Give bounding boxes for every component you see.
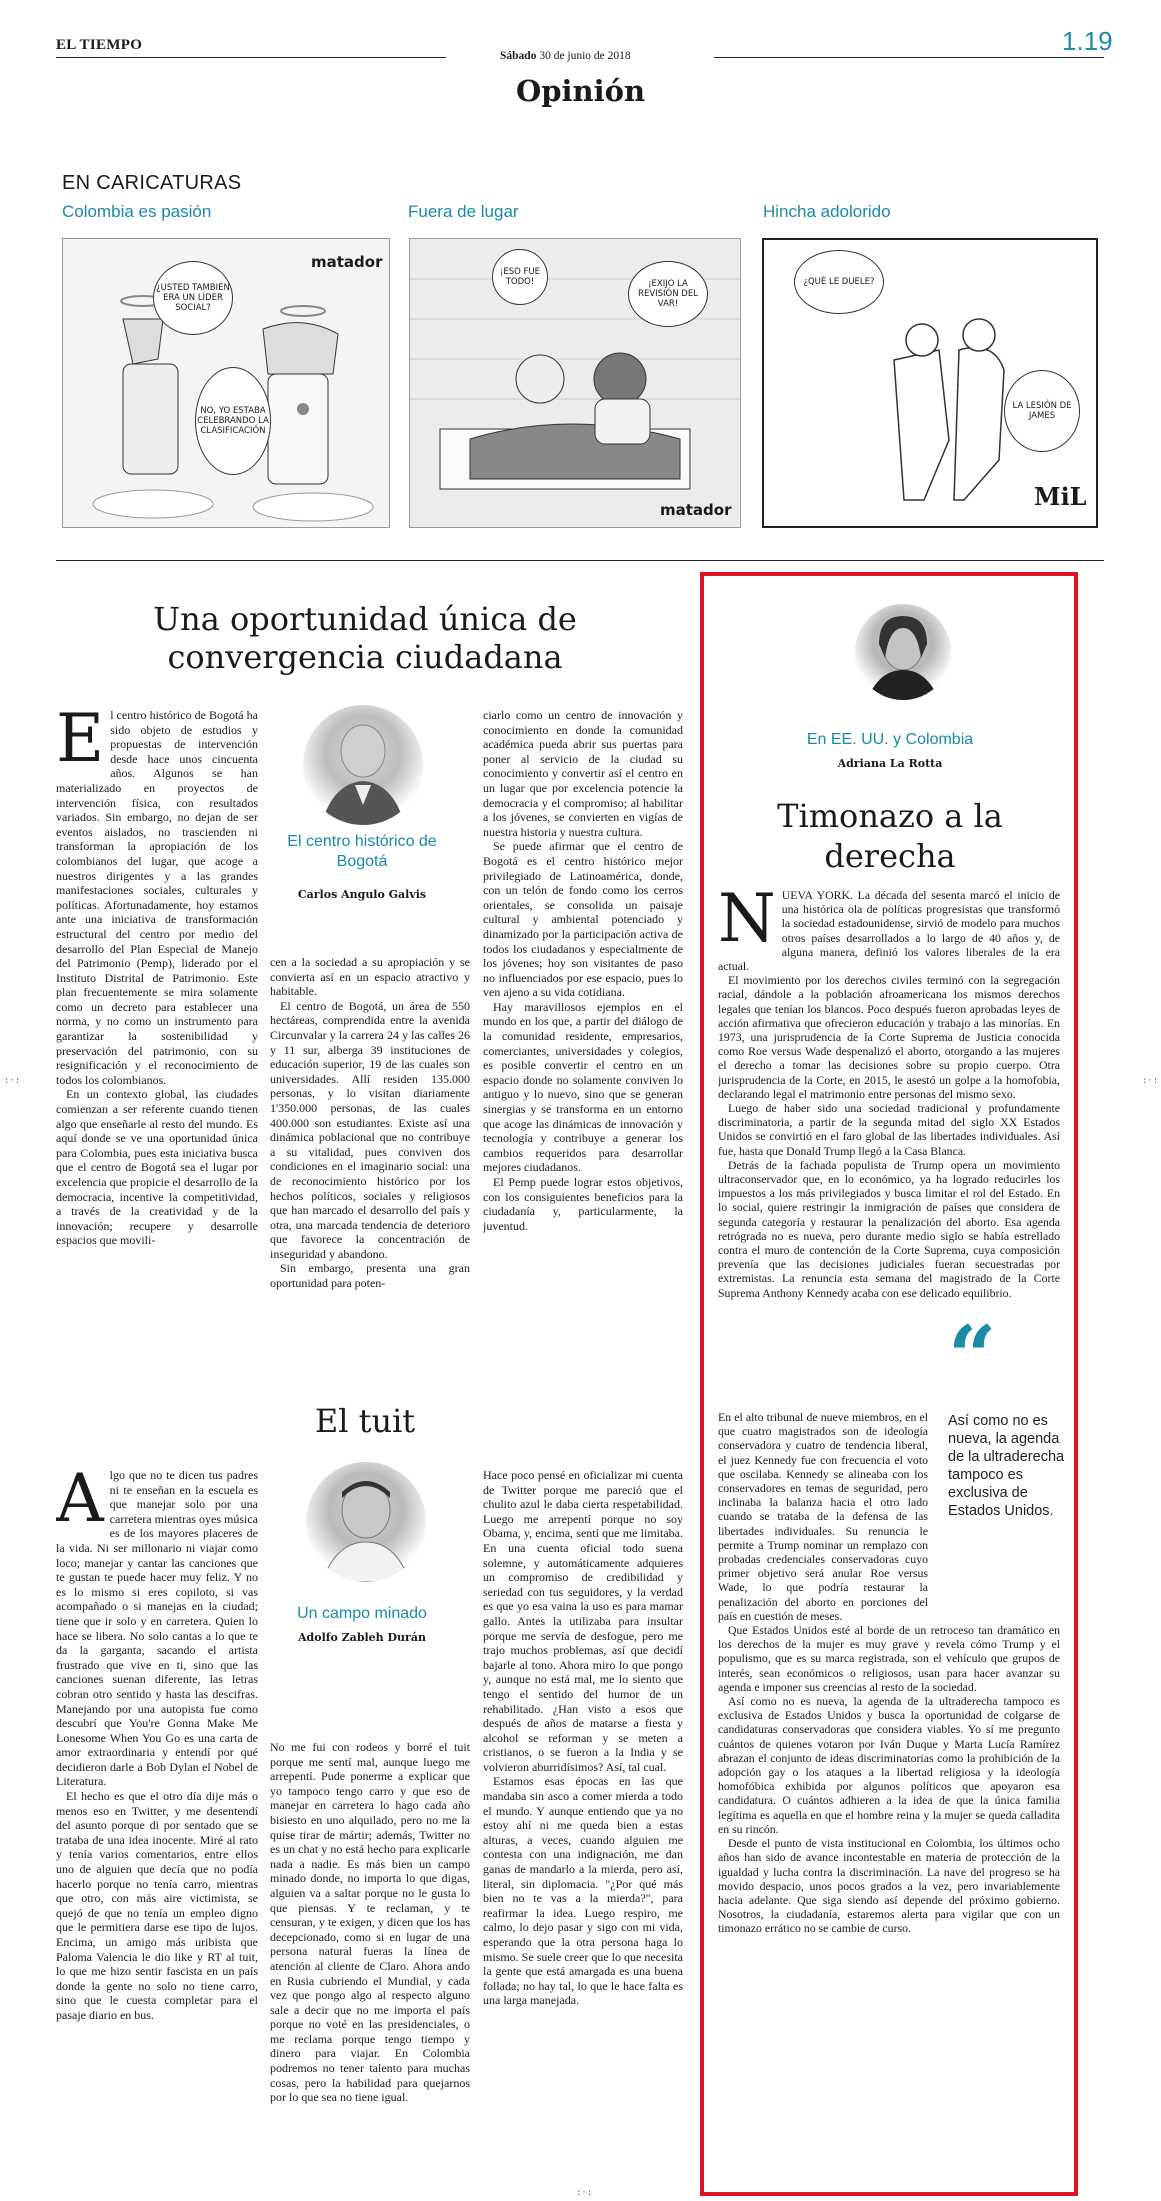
main-col-3-p2: Se puede afirmar que el centro de Bogotá es el centro histórico mejor privilegiado de Latinoamérica, donde, con un telón de fondo como los cerros orientales, se consolida un paisaje cultural y ambiental potenciado y dinamizado por la participación activa de todos los ciudadanos y especialmente de los jóvenes; hoy son visitantes de paso no influenciados por ese espacio, pues lo ven ajeno a su vida cotidiana. <box>483 839 683 1000</box>
sidebar-author-photo-drawing <box>855 604 951 700</box>
cartoon-2-signature: matador <box>660 501 732 519</box>
sidebar-author-photo <box>855 604 951 700</box>
tuit-author-photo-drawing <box>306 1462 426 1582</box>
sidebar-p8: Desde el punto de vista institucional en Colombia, los últimos ocho años han sido de avance incontestable en materia de protección de la igualdad y lucha contra la discriminación. La nave del progreso se ha movido despacio, unos pocos grados a la vez, pero invariablemente hacia adelante. Que siga siendo así depende del próximo gobierno. Nosotros, la ciudadanía, estaremos alerta para vigilar que con un timonazo errático no se cambie de curso. <box>718 1836 1060 1936</box>
sidebar-p6: Que Estados Unidos esté al borde de un retroceso tan dramático en los derechos de la mujer es muy grave y revela cómo Trump y el populismo, que es su marca registrada, son el vehículo que grupos de interés, sean económicos o religiosos, usan para hacer avanzar su agenda e imponer sus creencias al resto de la sociedad. <box>718 1623 1060 1694</box>
sidebar-p1-text: La década del sesenta marcó el inicio de una histórica ola de políticas progresistas que transformó la sociedad estadounidense, sirvió de modelo para muchos otros países desarrollados a lo largo de 40 años y, de alguna manera, definió los valores liberales de la era actual. <box>718 888 1060 974</box>
cartoon-2-bubble-1: ¡ESO FUE TODO! <box>492 249 548 305</box>
main-col-2-p2: El centro de Bogotá, un área de 550 hectáreas, comprendida entre la avenida Circunvalar y la carrera 24 y las calles 26 y 11 sur, alberga 39 instituciones de educación superior, 19 de las cuales son universidades. Allí residen 135.000 personas, y lo visitan diariamente 1'350.000 personas, de las cuales 400.000 son estudiantes. Existe así una dinámica poblacional que no contribuye a su vitalidad, pues conviven dos condiciones en el imaginario social: una de reconocimiento histórico por los hechos políticos, sociales y religiosos que han marcado el desarrollo del país y otra, una marcada tendencia de deterioro que favorece la concentración de inseguridad y abandono. <box>270 998 470 1261</box>
crop-mark-bottom: :·: <box>576 2188 593 2198</box>
tuit-headline: El tuit <box>314 1402 416 1440</box>
tuit-author-photo <box>306 1462 426 1582</box>
main-drop-cap: E <box>56 708 105 777</box>
sidebar-lead-caps: UEVA YORK. <box>781 888 853 902</box>
cartoon-3-bubble-2: LA LESIÓN DE JAMES <box>1004 370 1080 452</box>
main-col-3-p1: ciarlo como un centro de innovación y conocimiento en donde la comunidad académica pueda abrir sus puertas para poner al servicio de la ciudad su conocimiento y convertir así el centro en un lugar que por excelencia potencie la democracia y el compromiso; al habilitar a los jóvenes, se convierten en vigías de nuestra historia y nuestra cultura. <box>483 708 683 839</box>
main-headline: Una oportunidad única de convergencia ciudadana <box>153 600 577 676</box>
cartoon-2-bubble-2: ¡EXIJO LA REVISIÓN DEL VAR! <box>628 261 708 327</box>
main-col-1-p1 <box>56 708 258 1087</box>
cartoons-kicker: EN CARICATURAS <box>62 172 242 194</box>
cartoons-bottom-rule <box>56 560 1104 561</box>
cartoon-title-1: Colombia es pasión <box>62 202 212 221</box>
section-title: Opinión <box>515 74 646 108</box>
sidebar-column-title: En EE. UU. y Colombia <box>806 731 974 748</box>
main-col-3 <box>483 708 683 1398</box>
tuit-col-3-p2: Estamos esas épocas en las que mandaba sin asco a comer mierda a todo el mundo. Y aunque entiendo que ya no estoy ahí ni me queda bien a estas alturas, a veces, cuando alguien me contesta con una indignación, me dan ganas de mandarlo a la mierda, pero así, literal, sin diplomacia. "¿Por qué más bien no te vas a la mierda?", para reafirmar la idea. Luego respiro, me calmo, lo dejo pasar y sigo con mi vida, esperando que la otra persona haga lo mismo. Se suele creer que lo que necesita la gente que está amargada es una buena follada; no hay tal, lo que le hace falta es una larga manejada. <box>483 1774 683 2008</box>
tuit-author: Adolfo Zableh Durán <box>298 1631 426 1644</box>
tuit-col-1-p2: El hecho es que el otro día dije más o menos eso en Twitter, y me desentendí del asunto porque di por sentado que se trataba de una idea inocente. Miré al rato y tenía varios comentarios, entre ellos uno de alguien que decía que no podía hacerlo porque no tenía carro, mientras que otro, con más aire victimista, se quejó de que no tenía un empleo digno que le permitiera darse ese tipo de lujos. Encima, un amigo más uribista que Paloma Valencia le dio like y RT al tuit, lo que me hizo sentir fascista en un país donde la gente no solo no tiene carro, sino que le cuesta completar para el pasaje diario en bus. <box>56 1789 258 2022</box>
main-col-2-p1: cen a la sociedad a su apropiación y se convierta así en un espacio atractivo y habitable. <box>270 955 470 999</box>
tuit-col-1-p1-text: lgo que no te dicen tus padres ni te enseñan en la escuela es que manejar solo por una carretera mientras oyes música es de los mayores placeres de la vida. Ni ser millonario ni viajar como loco; manejar y cantar las canciones que te gustan te puede hacer muy feliz. Y no es lo mismo si eres copiloto, si vas acompañado o si manejas en la ciudad; tiene que ir solo y en carretera. Quien lo hace se libera. No solo cantas a lo que te da la garganta, sacando el artista frustrado que vive en ti, sino que las canciones suenan diferente, las letras cobran otro sentido y hasta las descifras. Manejando por una autopista fue como descubrí que You're Gonna Make Me Lonesome When You Go es una carta de amor extraordinaria y entendí por qué decidieron darle a Bob Dylan el Nobel de Literatura. <box>56 1468 258 1789</box>
cartoon-title-2: Fuera de lugar <box>408 202 519 221</box>
sidebar-p5: En el alto tribunal de nueve miembros, en el que cuatro magistrados son de ideología conservadora y cuatro de tendencia liberal, el juez Kennedy fue con frecuencia el voto que oscilaba. Kennedy se alineaba con los conservadores en temas de seguridad, pero inclinaba la balanza hacia el otro lado cuando se trataba de la defensa de las libertades individuales. Su renuncia le permite a Trump nominar un remplazo con probadas credenciales conservadoras cuyo primer objetivo será anular Roe versus Wade, lo que podría restaurar la penalización del aborto en porciones del país en cuestión de meses. <box>718 1410 928 1623</box>
cartoon-hincha-adolorido <box>762 238 1098 528</box>
header-rule-left <box>56 57 446 58</box>
sidebar-p3: Luego de haber sido una sociedad tradicional y profundamente discriminatoria, a partir de la segunda mitad del siglo XX Estados Unidos se convirtió en el faro global de las libertades individuales. Así fue, hasta que Donald Trump llegó a la Casa Blanca. <box>718 1101 1060 1158</box>
page-number-section: 1 <box>1062 26 1077 56</box>
sidebar-p2: El movimiento por los derechos civiles terminó con la segregación racial, dándole a la población afroamericana los mismos derechos legales que tenían los blancos. Poco después fueron aprobadas leyes de acción afirmativa que ofrecieron educación y trabajo a las minorías. En 1973, una jurisprudencia de la Corte Suprema de Justicia conocida como Roe versus Wade despenalizó el aborto, otorgando a las mujeres el derecho a tomar las decisiones sobre su propio cuerpo. Otra jurisprudencia de la Corte, en 2015, le asestó un golpe a la homofobia, declarando legal el matrimonio entre personas del mismo sexo. <box>718 973 1060 1101</box>
pull-quote: Así como no es nueva, la agenda de la ultraderecha tampoco es exclusiva de Estados Unidos. <box>948 1413 1065 1519</box>
cartoon-3-signature: MiL <box>1034 482 1087 511</box>
sidebar-p7: Así como no es nueva, la agenda de la ultraderecha tampoco es exclusiva de Estados Unidos y busca la oportunidad de colgarse de candidaturas conservadoras que considera viables. Yo sí me pregunto cuántos de quienes votaron por Iván Duque y Marta Lucía Ramírez abrazan el conjunto de ideas discriminatorias como la prohibición de la adopción gay o los ataques a la libertad religiosa y la ideología homofóbica exhibida por algunos políticos que apoyaron esa candidatura. O cuántos adhieren a la idea de que la única familia legítima es aquella en que el hombre reina y la mujer se queda calladita en su rincón. <box>718 1694 1060 1836</box>
main-author-photo-drawing <box>303 705 423 825</box>
tuit-col-3-p1: Hace poco pensé en oficializar mi cuenta de Twitter porque me pareció que el chulito azul le daba cierta respetabilidad. Luego me arrepentí porque no soy Obama, y, encima, sentí que me limitaba. En una cuenta oficial todo suena solemne, y automáticamente adquieres un compromiso de credibilidad y seriedad con tus seguidores, y la verdad es que yo esa vaina la uso es para mamar gallo. Antes la utilizaba para insultar porque me servía de desfogue, pero me trajo muchos problemas, así que decidí bajarle al tono. Ahora miro lo que pongo y, aunque no está mal, me lo siento que tengo el sentido del humor de un rehabilitado. ¿Han visto a esos que después de años de matarse a fiesta y alcohol se reforman y se meten a cristianos, o se fueron a la India y se volvieron aburridísimos? Así, tal cual. <box>483 1468 683 1774</box>
sidebar-col-top <box>718 888 1060 1406</box>
sidebar-col-bottom <box>718 1410 1060 2180</box>
main-col-1 <box>56 708 258 1398</box>
main-col-1-p1-text: l centro histórico de Bogotá ha sido objeto de estudios y propuestas de intervención desde hace unos cincuenta años. Algunos se han materializado en proyectos de intervención física, con resultados variados. Sin embargo, no dejan de ser eventos aislados, no trascienden ni transforman la apropiación de los colombianos del lugar, que acoge a nuestros dirigentes y a las grandes manifestaciones sociales, culturales y políticas. Afortunadamente, hoy estamos ante una iniciativa de transformación estructural del centro por medio del desarrollo del Plan Especial de Manejo del Patrimonio (Pemp), liderado por el Instituto Distrital de Patrimonio. Este plan frecuentemente se mira solamente como un decreto para establecer una norma, y no como un instrumento para garantizar la sostenibilidad y preservación del patrimonio, con su resignificación y el reconocimiento de todos los colombianos. <box>56 708 258 1087</box>
crop-mark-right: :·: <box>1142 1076 1159 1086</box>
tuit-col-1-p1 <box>56 1468 258 1789</box>
main-col-2-p3: Sin embargo, presenta una gran oportunidad para poten- <box>270 1261 470 1291</box>
masthead: EL TIEMPO <box>56 37 143 53</box>
sidebar-drop-cap: N <box>718 888 776 957</box>
sidebar-author: Adriana La Rotta <box>837 757 943 770</box>
main-author: Carlos Angulo Galvis <box>297 888 427 901</box>
page-number <box>1062 26 1113 57</box>
main-col-3-p4: El Pemp puede lograr estos objetivos, con los consiguientes beneficios para la ciudadanía y, particularmente, la juventud. <box>483 1175 683 1233</box>
cartoon-colombia-es-pasion <box>62 238 390 528</box>
pull-quote-mark: “ <box>948 1307 997 1406</box>
cartoon-1-bubble-1: ¿USTED TAMBIÉN ERA UN LÍDER SOCIAL? <box>153 261 233 335</box>
main-col-1-p2: En un contexto global, las ciudades comienzan a ser referente cuando tienen algo que enseñarle al resto del mundo. Es aquí donde se ve una oportunidad única para Colombia, pues esta iniciativa busca que el centro de Bogotá sea el lugar por excelencia que propicie el desarrollo de la democracia, incentive la competitividad, a través de la creatividad y de la innovación; recupere y desarrolle espacios que movili- <box>56 1087 258 1248</box>
sidebar-p1 <box>718 888 1060 973</box>
main-col-3-p3: Hay maravillosos ejemplos en el mundo en los que, a partir del diálogo de la comunidad residente, empresarios, comerciantes, universidades y colegios, es posible convertir el centro en un espacio donde no solamente conviven lo antiguo y lo nuevo, sino que se generan sinergias y se transforma en un entorno que acoge las dinámicas de innovación y tecnología y contribuye a generar los cambios requeridos para desarrollar mejores ciudadanos. <box>483 999 683 1175</box>
tuit-column-title: Un campo minado <box>297 1605 427 1622</box>
main-author-photo <box>303 705 423 825</box>
dateline-day: Sábado <box>500 50 537 62</box>
tuit-col-3 <box>483 1468 683 2168</box>
cartoon-fuera-de-lugar <box>409 238 741 528</box>
sidebar-headline: Timonazo a la derecha <box>777 797 1003 875</box>
dateline-date: 30 de junio de 2018 <box>539 50 631 62</box>
cartoon-title-3: Hincha adolorido <box>763 202 891 221</box>
main-column-title: El centro histórico de Bogotá <box>287 833 437 870</box>
main-col-2 <box>270 955 470 1400</box>
cartoon-1-signature: matador <box>311 253 383 271</box>
tuit-col-2 <box>270 1740 470 2170</box>
sidebar-p4-start: Detrás de la fachada populista de Trump opera un movimiento ultraconservador que, en lo económico, ya ha logrado reducirles los impuestos a los más privilegiados y busca limitar el rol del Estado. En lo social, quiere restringir la inmigración de países que considera de segunda categoría y restaurar la penalización del aborto. Esa agenda retrógrada no es nueva, pero durante medio siglo se había estrellado contra el muro de contención de la Corte Suprema, cuya composición prevenía que las decisiones judiciales fueran secuestradas por extremistas. La renuncia esta semana del magistrado de la Corte Suprema Anthony Kennedy acaba con ese delicado equilibrio. <box>718 1157 1060 1300</box>
page-number-page: .19 <box>1076 26 1113 56</box>
dateline <box>500 50 631 62</box>
tuit-col-1 <box>56 1468 258 2168</box>
header-rule-right <box>714 57 1104 58</box>
cartoon-3-bubble-1: ¿QUÉ LE DUELE? <box>794 250 884 314</box>
crop-mark-left: :·: <box>4 1076 21 1086</box>
cartoon-1-bubble-2: NO, YO ESTABA CELEBRANDO LA CLASIFICACIÓN <box>195 367 271 475</box>
tuit-col-2-p1: No me fui con rodeos y borré el tuit porque me sentí mal, aunque luego me arrepentí. Pude ponerme a explicar que yo tampoco tengo carro y que eso de manejar en carretera lo hago cada año bisiesto en uno alquilado, pero no me la quise tirar de mártir; además, Twitter no es un chat y no está hecho para explicarle nada a nadie. Es más bien un campo minado donde, no importa lo que digas, alguien va a saltar porque no le gusta lo que piensas. Y te reclaman, y te censuran, y te exigen, y dicen que los has decepcionado, como si en lugar de una persona natural fueras la línea de atención al cliente de Claro. Ahora ando en Rusia cubriendo el Mundial, y cada vez que pongo algo al respecto alguno sale a decir que no me importa el país porque no voté en las presidenciales, o me reclama porque tengo tiempo y dinero para viajar. En Colombia podremos no tener talento para muchas cosas, pero la habilidad para quejarnos por lo que sea no tiene igual. <box>270 1740 470 2105</box>
tuit-drop-cap: A <box>56 1468 104 1537</box>
